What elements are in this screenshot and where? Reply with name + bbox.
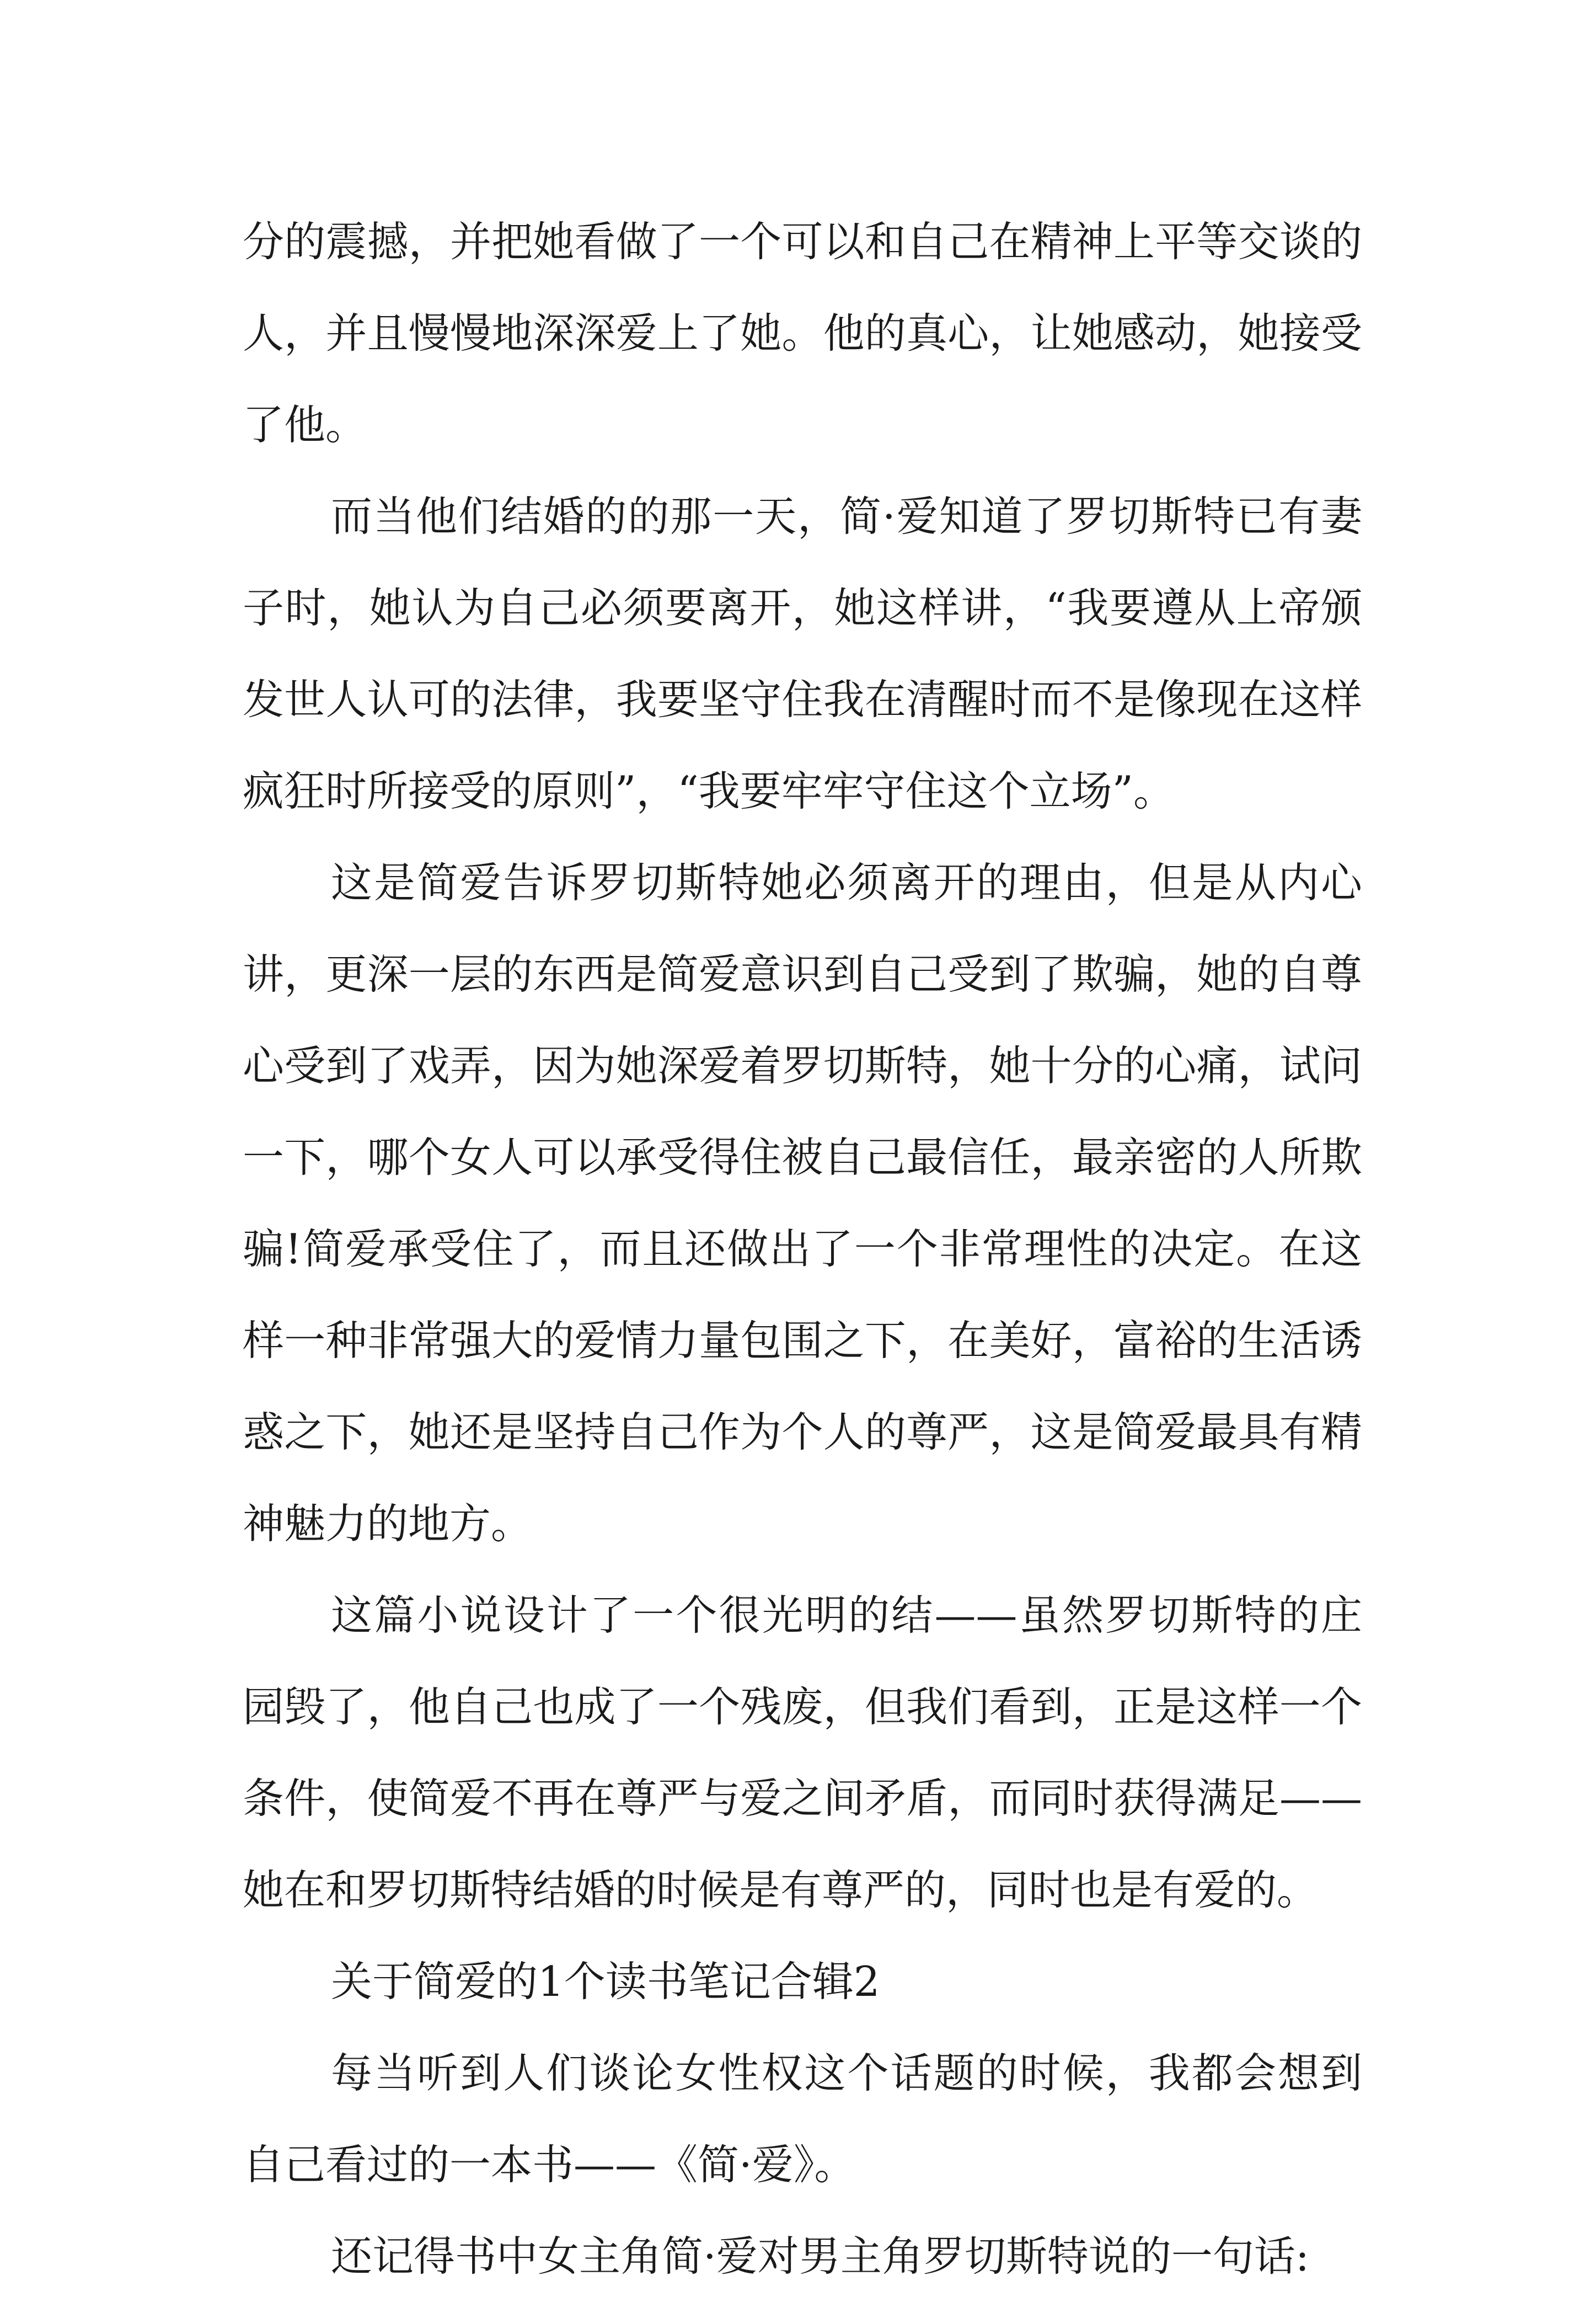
paragraph-2: 而当他们结婚的的那一天，简·爱知道了罗切斯特已有妻子时，她认为自己必须要离开，她这样讲，“我要遵从上帝颁发世人认可的法律，我要坚守住我在清醒时而不是像现在这样疯狂时所接受的原则”，“我要牢牢守住这个立场”。 bbox=[243, 492, 1362, 815]
body-text bbox=[243, 196, 1362, 2302]
paragraph-5: 每当听到人们谈论女性权这个话题的时候，我都会想到自己看过的一本书——《简·爱》。 bbox=[243, 2049, 1362, 2189]
paragraph-6: 还记得书中女主角简·爱对男主角罗切斯特说的一句话: bbox=[331, 2232, 1310, 2280]
section-heading: 关于简爱的1个读书笔记合辑2 bbox=[331, 1957, 880, 2006]
paragraph-1: 分的震撼，并把她看做了一个可以和自己在精神上平等交谈的人，并且慢慢地深深爱上了她。他的真心，让她感动，她接受了他。 bbox=[243, 217, 1362, 449]
paragraph-4: 这篇小说设计了一个很光明的结——虽然罗切斯特的庄园毁了，他自己也成了一个残废，但我们看到，正是这样一个条件，使简爱不再在尊严与爱之间矛盾，而同时获得满足——她在和罗切斯特结婚的时候是有尊严的，同时也是有爱的。 bbox=[243, 1591, 1362, 1914]
paragraph-3: 这是简爱告诉罗切斯特她必须离开的理由，但是从内心讲，更深一层的东西是简爱意识到自己受到了欺骗，她的自尊心受到了戏弄，因为她深爱着罗切斯特，她十分的心痛，试问一下，哪个女人可以承受得住被自己最信任，最亲密的人所欺骗!简爱承受住了，而且还做出了一个非常理性的决定。在这样一种非常强大的爱情力量包围之下，在美好，富裕的生活诱惑之下，她还是坚持自己作为个人的尊严，这是简爱最具有精神魅力的地方。 bbox=[243, 858, 1362, 1548]
